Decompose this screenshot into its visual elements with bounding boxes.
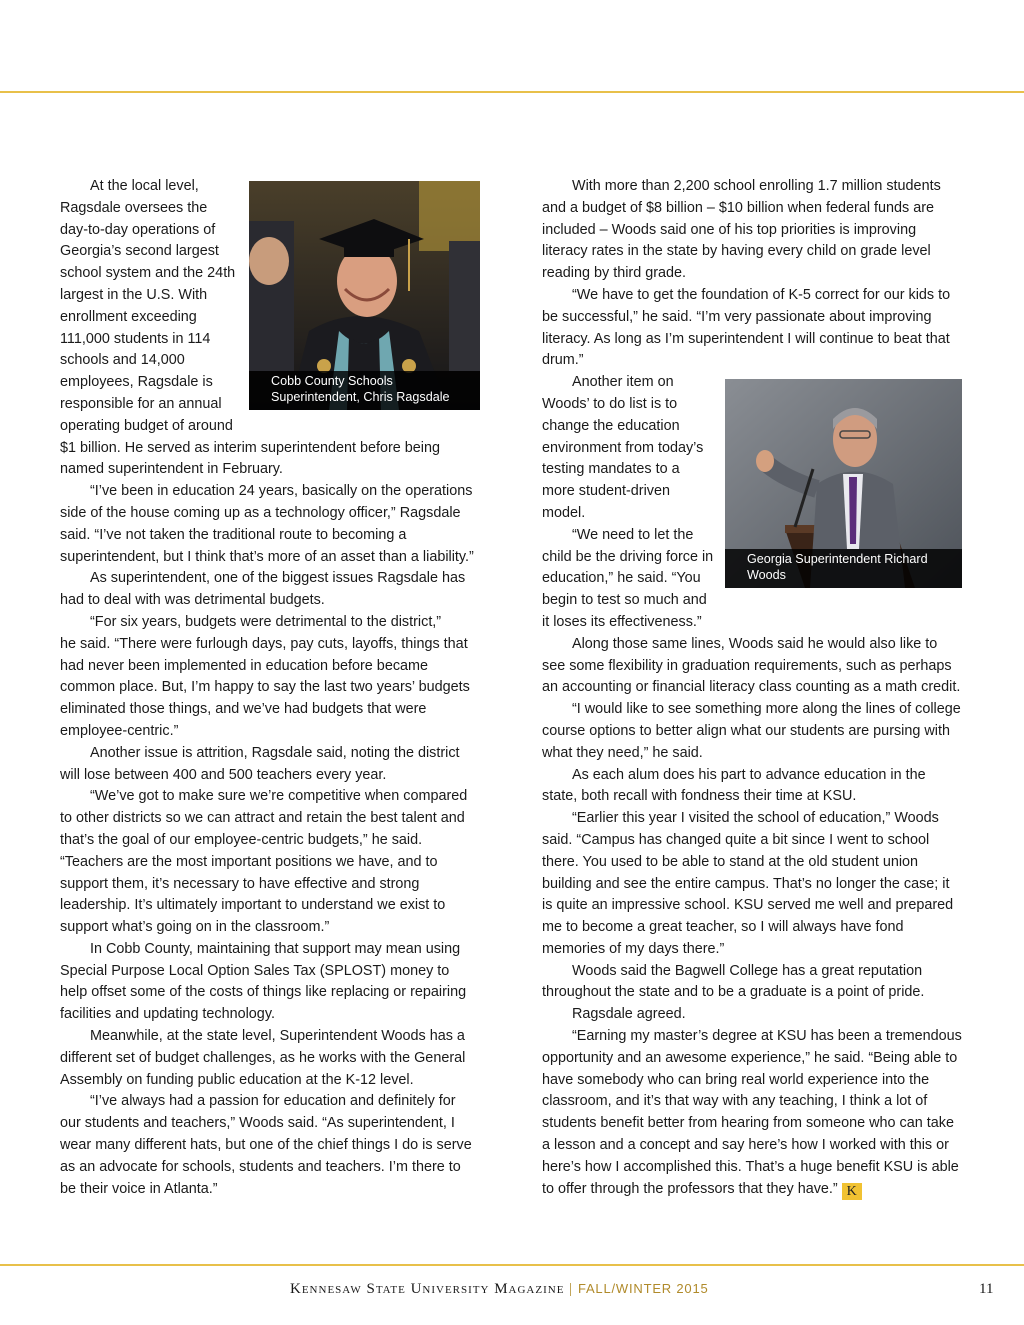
left-paragraph-5: he said. “There were furlough days, pay cuts, layoffs, things that had never been implemented in education before became common place. But, I’m happy to say the last two years’ budgets eliminated those things, and we’ve had budgets that were employee-centric.” (60, 635, 470, 739)
left-paragraph-3: As superintendent, one of the biggest issues Ragsdale has had to deal with was detrimental budgets. (60, 570, 466, 609)
left-paragraph-9: Meanwhile, at the state level, Superintendent Woods has a different set of budget challenges, as he works with the General Assembly on funding public education at the K-12 level. (60, 1028, 466, 1088)
page-number: 11 (979, 1281, 994, 1297)
right-paragraph-11 (542, 1026, 962, 1200)
left-paragraph-6: Another issue is attrition, Ragsdale said, noting the district will lose between 400 and 500 teachers every year. (60, 744, 460, 783)
magazine-title: Kennesaw State University Magazine (290, 1281, 565, 1297)
bottom-rule (0, 1264, 1024, 1266)
right-paragraph-4: “We need to let the child be the driving force in education,” he said. “You begin to test so much and it loses its effectiveness.” (542, 526, 714, 630)
ksu-k-end-mark: K (842, 1183, 862, 1200)
ragsdale-photo-caption: Cobb County Schools Superintendent, Chris Ragsdale (249, 371, 480, 410)
right-paragraph-7: As each alum does his part to advance education in the state, both recall with fondness their time at KSU. (542, 766, 926, 805)
left-paragraph-1: At the local level, Ragsdale oversees the day-to-day operations of Georgia’s second largest school system and the 24th largest in the U.S. With enrollment exceeding 111,000 students in 114 schools and 14,000 employees, Ragsdale is responsible for an annual operating budget of around $1 billion. He served as interim superintendent before being named superintendent in February. (60, 178, 440, 478)
left-paragraph-7: “We’ve got to make sure we’re competitive when compared to other districts so we can attract and retain the best talent and that’s the goal of our employee-centric budgets,” he said. “Teachers are the most important positions we have, and to support them, it’s necessary to have effective and strong leadership. It’s ultimately important to understand we exist to support what’s going on in the classroom.” (60, 788, 468, 936)
left-paragraph-2: “I’ve been in education 24 years, basically on the operations side of the house coming up as a technology officer,” Ragsdale said. “I’ve not taken the traditional route to becoming a superintendent, but I think that’s more of an asset than a liability.” (60, 483, 474, 565)
left-paragraph-4: “For six years, budgets were detrimental to the district,” (90, 613, 442, 630)
right-paragraph-2: “We have to get the foundation of K-5 correct for our kids to be successful,” he said. “I’m very passionate about improving literacy. As long as I’m superintendent I will continue to beat that drum.” (542, 286, 951, 369)
left-paragraph-8: In Cobb County, maintaining that support may mean using Special Purpose Local Option Sales Tax (SPLOST) money to help offset some of the costs of things like replacing or repairing facilities and updating technology. (60, 940, 467, 1023)
article-column-right (542, 176, 962, 1200)
footer-separator: | (569, 1281, 574, 1297)
right-paragraph-3: Another item on Woods’ to do list is to change the education environment from today’s testing mandates to a more student-driven model. (542, 374, 704, 521)
top-rule (0, 91, 1024, 93)
woods-photo (725, 379, 962, 588)
right-paragraph-11-text: “Earning my master’s degree at KSU has been a tremendous opportunity and an awesome experience,” he said. “Being able to have somebody who can bring real world experience into the classroom, and it’s that way with any teaching, I think a lot of students benefit better from hearing from someone who can take a lesson and a concept and say here’s how I worked with this or here’s how I accomplished this. That’s a huge benefit KSU is able to offer through the professors that they have.” (542, 1028, 962, 1197)
right-paragraph-8: “Earlier this year I visited the school of education,” Woods said. “Campus has changed quite a bit since I went to school there. You used to be able to stand at the old student union building and see the entire campus. That’s no longer the case; it is quite an impressive school. KSU served me well and prepared me to become a great teacher, so I will always have fond memories of my days there.” (542, 810, 954, 957)
article-column-left (60, 176, 480, 1200)
right-paragraph-10: Ragsdale agreed. (572, 1006, 686, 1023)
right-paragraph-5: Along those same lines, Woods said he would also like to see some flexibility in graduation requirements, such as perhaps an accounting or financial literacy class counting as a math credit. (542, 635, 961, 696)
right-paragraph-9: Woods said the Bagwell College has a great reputation throughout the state and to be a graduate is a point of pride. (542, 962, 925, 1001)
right-paragraph-6: “I would like to see something more along the lines of college course options to better align what our students are pursing with what they need,” he said. (542, 701, 961, 761)
ragsdale-photo (249, 181, 480, 410)
right-paragraph-1: With more than 2,200 school enrolling 1.7 million students and a budget of $8 billion – $10 billion when federal funds are included – Woods said one of his top priorities is improving literacy rates in the state by having every child on grade level reading by third grade. (542, 178, 941, 282)
issue-label: FALL/WINTER 2015 (577, 1281, 709, 1296)
woods-photo-caption: Georgia Superintendent Richard Woods (725, 549, 962, 588)
left-paragraph-10: “I’ve always had a passion for education and definitely for our students and teachers,” Woods said. “As superintendent, I wear many different hats, but one of the chief things I do is serve as an advocate for schools, students and teachers. I’m there to be their voice in Atlanta.” (60, 1093, 472, 1197)
footer-running-title (290, 1281, 709, 1298)
